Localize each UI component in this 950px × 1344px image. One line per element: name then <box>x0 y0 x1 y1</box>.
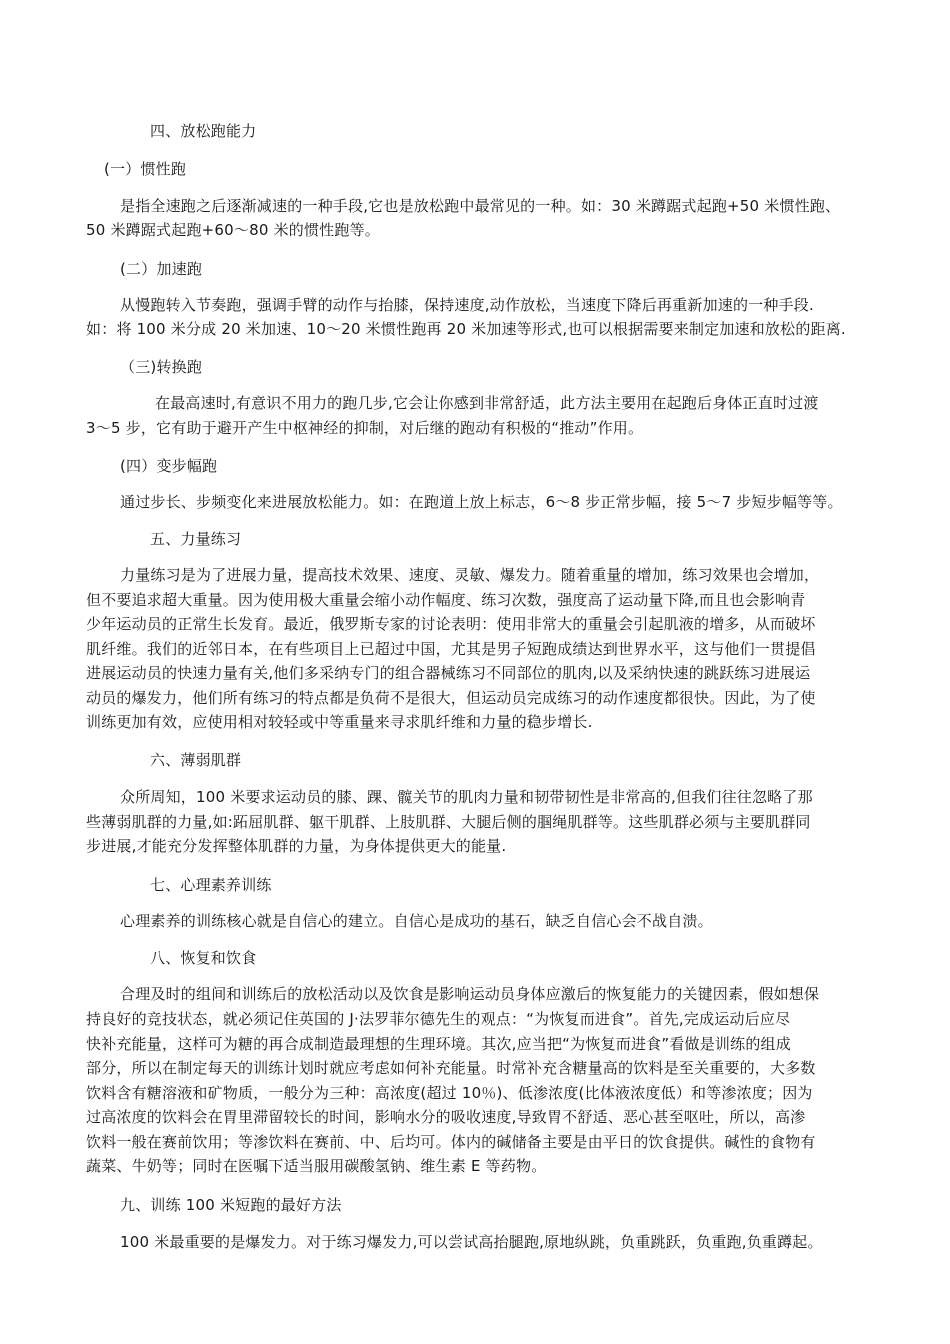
paragraph-line: 力量练习是为了进展力量，提高技术效果、速度、灵敏、爆发力。随着重量的增加，练习效果也会增加， <box>120 566 820 584</box>
paragraph-line: 通过步长、步频变化来进展放松能力。如：在跑道上放上标志，6～8 步正常步幅，接 5～7 步短步幅等等。 <box>120 493 843 511</box>
paragraph-line: 进展运动员的快速力量有关,他们多采纳专门的组合器械练习不同部位的肌肉,以及采纳快速的跳跃练习进展运 <box>86 664 811 682</box>
paragraph-line: 步进展,才能充分发挥整体肌群的力量，为身体提供更大的能量. <box>86 837 507 855</box>
paragraph-line: 训练更加有效，应使用相对较轻或中等重量来寻求肌纤维和力量的稳步增长. <box>86 713 593 731</box>
subsection-4-4-heading: (四）变步幅跑 <box>120 457 218 475</box>
subsection-4-1-heading: (一）惯性跑 <box>104 160 187 178</box>
paragraph-line: 50 米蹲踞式起跑+60～80 米的惯性跑等。 <box>86 221 380 239</box>
paragraph-line: 众所周知，100 米要求运动员的膝、踝、髋关节的肌肉力量和韧带韧性是非常高的,但我们往往忽略了那 <box>120 788 813 806</box>
paragraph-line: 饮料含有糖溶液和矿物质，一般分为三种：高浓度(超过 10％)、低渗浓度(比体液浓度低）和等渗浓度；因为 <box>86 1084 813 1102</box>
paragraph-line: 心理素养的训练核心就是自信心的建立。自信心是成功的基石，缺乏自信心会不战自溃。 <box>120 912 713 930</box>
paragraph-line: 过高浓度的饮料会在胃里滞留较长的时间，影响水分的吸收速度,导致胃不舒适、恶心甚至呕吐，所以，高渗 <box>86 1108 806 1126</box>
paragraph-line: 动员的爆发力，他们所有练习的特点都是负荷不是很大，但运动员完成练习的动作速度都很快。因此，为了使 <box>86 689 816 707</box>
section-6-heading: 六、薄弱肌群 <box>150 751 242 769</box>
paragraph-line: 100 米最重要的是爆发力。对于练习爆发力,可以尝试高抬腿跑,原地纵跳，负重跳跃，负重跑,负重蹲起。 <box>120 1233 823 1251</box>
section-7-heading: 七、心理素养训练 <box>150 876 272 894</box>
section-4-heading: 四、放松跑能力 <box>150 122 257 140</box>
section-5-heading: 五、力量练习 <box>150 530 242 548</box>
paragraph-line: 是指全速跑之后逐渐减速的一种手段,它也是放松跑中最常见的一种。如：30 米蹲踞式起跑+50 米惯性跑、 <box>120 197 841 215</box>
paragraph-line: 饮料一般在赛前饮用；等渗饮料在赛前、中、后均可。体内的碱储备主要是由平日的饮食提供。碱性的食物有 <box>86 1133 816 1151</box>
paragraph-line: 但不要追求超大重量。因为使用极大重量会缩小动作幅度、练习次数，强度高了运动量下降,而且也会影响青 <box>86 591 806 609</box>
subsection-4-3-heading: （三)转换跑 <box>120 358 203 376</box>
paragraph-line: 3～5 步，它有助于避开产生中枢神经的抑制，对后继的跑动有积极的“推动”作用。 <box>86 419 644 437</box>
section-9-heading: 九、训练 100 米短跑的最好方法 <box>120 1196 342 1214</box>
paragraph-line: 合理及时的组间和训练后的放松活动以及饮食是影响运动员身体应激后的恢复能力的关键因素，假如想保 <box>120 985 820 1003</box>
paragraph-line: 肌纤维。我们的近邻日本，在有些项目上已超过中国，尤其是男子短跑成绩达到世界水平，这与他们一贯提倡 <box>86 640 816 658</box>
subsection-4-2-heading: (二）加速跑 <box>120 260 203 278</box>
paragraph-line: 蔬菜、牛奶等；同时在医嘱下适当服用碳酸氢钠、维生素 E 等药物。 <box>86 1157 547 1175</box>
paragraph-line: 持良好的竞技状态，就必须记住英国的 J·法罗菲尔德先生的观点：“为恢复而进食”。首先,完成运动后应尽 <box>86 1010 791 1028</box>
paragraph-line: 少年运动员的正常生长发育。最近，俄罗斯专家的讨论表明：使用非常大的重量会引起肌液的增多，从而破坏 <box>86 615 816 633</box>
section-8-heading: 八、恢复和饮食 <box>150 949 257 967</box>
paragraph-line: 快补充能量，这样可为糖的再合成制造最理想的生理环境。其次,应当把“为恢复而进食”看做是训练的组成 <box>86 1035 791 1053</box>
paragraph-line: 从慢跑转入节奏跑，强调手臂的动作与抬膝，保持速度,动作放松，当速度下降后再重新加速的一种手段. <box>120 296 814 314</box>
paragraph-line: 些薄弱肌群的力量,如:跖屈肌群、躯干肌群、上肢肌群、大腿后侧的腘绳肌群等。这些肌群必须与主要肌群同 <box>86 813 811 831</box>
paragraph-line: 部分，所以在制定每天的训练计划时就应考虑如何补充能量。时常补充含糖量高的饮料是至关重要的，大多数 <box>86 1059 816 1077</box>
paragraph-line: 如：将 100 米分成 20 米加速、10～20 米惯性跑再 20 米加速等形式,也可以根据需要来制定加速和放松的距离. <box>86 320 846 338</box>
paragraph-line: 在最高速时,有意识不用力的跑几步,它会让你感到非常舒适，此方法主要用在起跑后身体正直时过渡 <box>155 394 819 412</box>
